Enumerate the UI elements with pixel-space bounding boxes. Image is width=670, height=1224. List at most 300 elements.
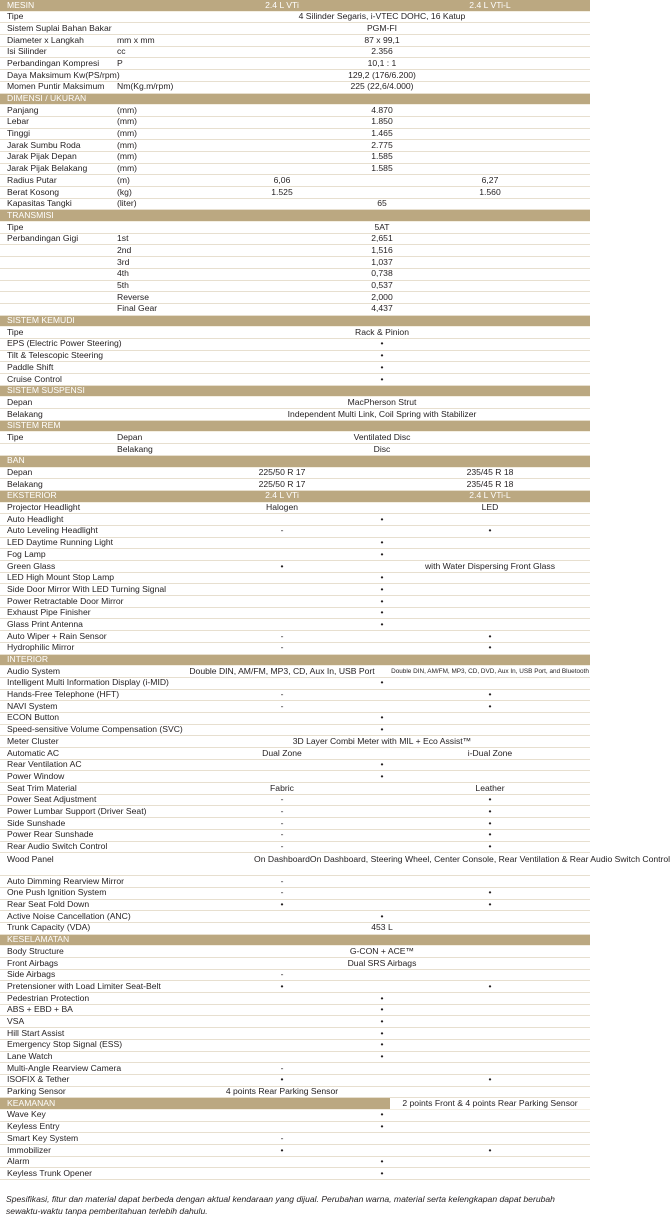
spec-label: Tipe bbox=[7, 221, 24, 232]
spec-row bbox=[0, 269, 590, 281]
spec-unit bbox=[110, 690, 174, 701]
spec-label: Berat Kosong bbox=[7, 186, 60, 197]
spec-row bbox=[0, 105, 590, 117]
spec-label: Tipe bbox=[7, 326, 24, 337]
spec-unit bbox=[110, 1005, 174, 1016]
spec-value-vti-l: • bbox=[488, 700, 492, 711]
spec-unit bbox=[110, 222, 174, 233]
spec-label: Hands-Free Telephone (HFT) bbox=[7, 689, 120, 700]
spec-unit bbox=[110, 23, 174, 34]
section-header bbox=[0, 1098, 590, 1110]
spec-label: Trunk Capacity (VDA) bbox=[7, 922, 91, 933]
spec-row bbox=[0, 362, 590, 374]
spec-unit bbox=[110, 1110, 174, 1121]
spec-label: Paddle Shift bbox=[7, 361, 54, 372]
spec-value-shared: • bbox=[380, 350, 384, 361]
gear-label: 5th bbox=[117, 280, 129, 290]
spec-unit bbox=[110, 1016, 174, 1027]
spec-value-shared: 4.870 bbox=[371, 104, 393, 115]
spec-unit bbox=[110, 946, 174, 957]
spec-row bbox=[0, 736, 590, 748]
spec-label: Auto Wiper + Rain Sensor bbox=[7, 630, 107, 641]
spec-value-vti-l: 6,27 bbox=[481, 174, 499, 185]
spec-label: Immobilizer bbox=[7, 1144, 51, 1155]
spec-label: Parking Sensor bbox=[7, 1086, 66, 1097]
spec-label: LED Daytime Running Light bbox=[7, 537, 114, 548]
spec-label: Power Window bbox=[7, 770, 65, 781]
spec-row bbox=[0, 58, 590, 70]
section-header bbox=[0, 655, 590, 667]
spec-value-shared: • bbox=[380, 338, 384, 349]
spec-value-vti-l: • bbox=[488, 794, 492, 805]
spec-row bbox=[0, 199, 590, 211]
spec-value-shared: • bbox=[380, 1051, 384, 1061]
gear-label: Final Gear bbox=[117, 303, 158, 314]
spec-unit bbox=[110, 619, 174, 630]
spec-unit bbox=[110, 842, 174, 853]
spec-row bbox=[0, 82, 590, 94]
spec-row bbox=[0, 666, 590, 678]
spec-value-vti-l: • bbox=[488, 630, 492, 641]
spec-label: ABS + EBD + BA bbox=[7, 1004, 73, 1015]
spec-value-shared: • bbox=[380, 1156, 384, 1167]
spec-value-vti: - bbox=[280, 805, 284, 816]
spec-row bbox=[0, 164, 590, 176]
spec-value-vti: Fabric bbox=[270, 782, 294, 793]
spec-value-shared: • bbox=[380, 677, 384, 688]
variant-header-vti: 2.4 L VTi bbox=[265, 0, 299, 10]
spec-row bbox=[0, 12, 590, 24]
spec-label: Active Noise Cancellation (ANC) bbox=[7, 910, 131, 921]
spec-label bbox=[0, 257, 110, 268]
spec-unit bbox=[110, 503, 174, 514]
spec-value-vti: - bbox=[280, 794, 284, 805]
spec-unit bbox=[110, 584, 174, 595]
spec-value-vti-l: LED bbox=[481, 502, 499, 513]
spec-value-shared: Rack & Pinion bbox=[355, 326, 409, 337]
spec-value-vti-l: • bbox=[488, 817, 492, 828]
spec-value-vti: - bbox=[280, 689, 284, 700]
spec-row bbox=[0, 1157, 590, 1169]
spec-row bbox=[0, 584, 590, 596]
spec-row bbox=[0, 643, 590, 655]
spec-label: Panjang bbox=[7, 104, 39, 115]
spec-unit bbox=[110, 608, 174, 619]
spec-row bbox=[0, 1016, 590, 1028]
spec-row bbox=[0, 678, 590, 690]
spec-value-vti-l: 235/45 R 18 bbox=[466, 467, 514, 477]
spec-row bbox=[0, 70, 590, 82]
spec-unit bbox=[110, 1063, 174, 1074]
spec-unit bbox=[110, 1122, 174, 1133]
spec-row bbox=[0, 175, 590, 187]
spec-row bbox=[0, 432, 590, 444]
spec-unit bbox=[110, 678, 174, 689]
spec-unit bbox=[110, 1145, 174, 1156]
spec-label: Momen Puntir Maksimum bbox=[7, 81, 105, 92]
spec-row bbox=[0, 1133, 590, 1145]
spec-unit bbox=[110, 397, 174, 408]
spec-unit bbox=[110, 526, 174, 537]
spec-unit bbox=[110, 771, 174, 782]
spec-value-vti-l: Double DIN, AM/FM, MP3, CD, DVD, Aux In, USB Port, and Bluetooth bbox=[391, 667, 589, 675]
spec-unit bbox=[110, 783, 174, 794]
spec-value-vti-l: • bbox=[488, 805, 492, 816]
spec-value-shared: 1.585 bbox=[371, 151, 393, 162]
spec-value-shared: • bbox=[380, 1015, 384, 1026]
spec-unit bbox=[110, 911, 174, 922]
spec-row bbox=[0, 339, 590, 351]
spec-row bbox=[0, 958, 590, 970]
spec-label bbox=[0, 281, 110, 292]
section-title: INTERIOR bbox=[7, 654, 49, 664]
spec-row bbox=[0, 993, 590, 1005]
spec-value-vti: On Dashboard bbox=[254, 854, 310, 865]
variant-header-vti-l: 2.4 L VTi-L bbox=[469, 490, 511, 501]
spec-row bbox=[0, 1087, 590, 1099]
spec-label: Kapasitas Tangki bbox=[7, 198, 72, 209]
spec-value-shared: MacPherson Strut bbox=[347, 396, 417, 407]
spec-value-vti-l: with Water Dispersing Front Glass bbox=[424, 560, 556, 571]
spec-label: Belakang bbox=[7, 408, 43, 419]
spec-unit bbox=[110, 958, 174, 969]
spec-row bbox=[0, 304, 590, 316]
spec-unit bbox=[110, 1157, 174, 1168]
variant-header-vti: 2.4 L VTi bbox=[265, 490, 299, 501]
spec-unit bbox=[110, 549, 174, 560]
spec-value-vti: Halogen bbox=[265, 502, 298, 513]
spec-value-vti: - bbox=[280, 969, 284, 980]
spec-label: Seat Trim Material bbox=[7, 782, 77, 793]
spec-unit: P bbox=[117, 57, 123, 68]
spec-label: Pedestrian Protection bbox=[7, 992, 90, 1003]
spec-value-vti: 225/50 R 17 bbox=[258, 467, 306, 477]
spec-unit: (mm) bbox=[117, 163, 138, 174]
spec-label: Depan bbox=[7, 467, 33, 477]
spec-label: Speed-sensitive Volume Compensation (SVC) bbox=[7, 724, 183, 735]
spec-label: Power Seat Adjustment bbox=[7, 794, 97, 805]
spec-unit bbox=[110, 514, 174, 525]
spec-unit bbox=[110, 1052, 174, 1063]
spec-unit: Belakang bbox=[117, 443, 153, 454]
spec-unit bbox=[110, 1087, 174, 1098]
spec-label: Audio System bbox=[7, 665, 61, 676]
section-title: KEAMANAN bbox=[7, 1097, 56, 1108]
spec-value-vti-l bbox=[390, 1133, 590, 1144]
spec-unit bbox=[110, 339, 174, 350]
spec-label: Lane Watch bbox=[7, 1051, 53, 1061]
spec-unit bbox=[110, 900, 174, 911]
spec-label: Automatic AC bbox=[7, 747, 60, 758]
spec-label: Power Retractable Door Mirror bbox=[7, 595, 124, 606]
spec-label: Tinggi bbox=[7, 128, 31, 139]
spec-value-vti: • bbox=[280, 1074, 284, 1085]
spec-value-vti: Double DIN, AM/FM, MP3, CD, Aux In, USB Port bbox=[189, 665, 375, 676]
spec-label: Hydrophilic Mirror bbox=[7, 642, 75, 653]
spec-unit bbox=[110, 573, 174, 584]
spec-label: Multi-Angle Rearview Camera bbox=[7, 1062, 122, 1073]
spec-label: Meter Cluster bbox=[7, 735, 59, 746]
spec-value-shared: • bbox=[380, 1004, 384, 1015]
spec-row bbox=[0, 608, 590, 620]
spec-label bbox=[0, 304, 110, 315]
spec-unit bbox=[110, 853, 174, 875]
spec-unit: (mm) bbox=[117, 151, 138, 162]
spec-value-shared: 2,000 bbox=[371, 291, 393, 302]
spec-value-shared: 1.585 bbox=[371, 163, 393, 174]
spec-row bbox=[0, 1052, 590, 1064]
spec-value-shared: • bbox=[380, 373, 384, 384]
spec-row bbox=[0, 573, 590, 585]
spec-value-vti-l: • bbox=[488, 829, 492, 840]
spec-label: Jarak Sumbu Roda bbox=[7, 139, 81, 150]
spec-row bbox=[0, 292, 590, 304]
spec-unit: (mm) bbox=[117, 139, 138, 150]
spec-unit bbox=[110, 374, 174, 385]
spec-value-shared: 1,516 bbox=[371, 244, 393, 255]
spec-unit: (kg) bbox=[117, 186, 132, 197]
spec-value-vti-l: • bbox=[488, 642, 492, 653]
section-title: BAN bbox=[7, 455, 25, 466]
spec-label: Isi Silinder bbox=[7, 46, 47, 57]
spec-label: Front Airbags bbox=[7, 957, 59, 968]
spec-value-shared: • bbox=[380, 910, 384, 921]
spec-value-vti: - bbox=[280, 817, 284, 828]
gear-label: 4th bbox=[117, 268, 129, 279]
section-title: SISTEM REM bbox=[7, 420, 61, 431]
section-header bbox=[0, 316, 590, 328]
spec-label: Side Airbags bbox=[7, 969, 56, 980]
spec-value-shared: • bbox=[380, 607, 384, 618]
spec-value-vti-l: • bbox=[488, 1144, 492, 1155]
spec-value-shared: 0,738 bbox=[371, 268, 393, 279]
spec-unit: (mm) bbox=[117, 104, 138, 115]
section-header bbox=[0, 94, 590, 106]
spec-unit bbox=[110, 713, 174, 724]
spec-unit: mm x mm bbox=[117, 34, 155, 45]
spec-value-shared: 4 Silinder Segaris, i-VTEC DOHC, 16 Katup bbox=[298, 11, 466, 22]
spec-row bbox=[0, 1005, 590, 1017]
spec-unit bbox=[110, 795, 174, 806]
spec-unit bbox=[110, 1168, 174, 1179]
spec-value-shared: • bbox=[380, 1167, 384, 1178]
spec-label: EPS (Electric Power Steering) bbox=[7, 338, 122, 349]
spec-label: Side Door Mirror With LED Turning Signal bbox=[7, 583, 167, 594]
spec-row bbox=[0, 970, 590, 982]
spec-value-shared: • bbox=[380, 1027, 384, 1038]
spec-label: Smart Key System bbox=[7, 1132, 79, 1143]
section-header bbox=[0, 491, 590, 503]
spec-value-shared: 2,651 bbox=[371, 233, 393, 244]
spec-unit bbox=[110, 1075, 174, 1086]
spec-unit bbox=[110, 876, 174, 887]
spec-row bbox=[0, 234, 590, 246]
spec-value-shared: • bbox=[380, 712, 384, 723]
spec-label: Jarak Pijak Depan bbox=[7, 151, 77, 162]
spec-value-shared: 4,437 bbox=[371, 303, 393, 314]
spec-unit bbox=[110, 327, 174, 338]
spec-unit bbox=[110, 993, 174, 1004]
spec-row bbox=[0, 806, 590, 818]
spec-value-vti: 4 points Rear Parking Sensor bbox=[225, 1086, 339, 1097]
spec-value-shared: 2.775 bbox=[371, 139, 393, 150]
spec-row bbox=[0, 760, 590, 772]
spec-unit bbox=[110, 351, 174, 362]
spec-row bbox=[0, 946, 590, 958]
spec-row bbox=[0, 47, 590, 59]
spec-label bbox=[0, 292, 110, 303]
spec-label: Perbandingan Gigi bbox=[7, 233, 79, 244]
spec-value-shared: • bbox=[380, 1121, 384, 1132]
spec-value-shared: • bbox=[380, 992, 384, 1003]
spec-unit bbox=[110, 596, 174, 607]
spec-label: Green Glass bbox=[7, 560, 56, 571]
spec-label: Rear Seat Fold Down bbox=[7, 899, 90, 910]
spec-value-shared: 2.356 bbox=[371, 46, 393, 57]
spec-label: Radius Putar bbox=[7, 174, 57, 185]
spec-row bbox=[0, 245, 590, 257]
spec-value-shared: • bbox=[380, 537, 384, 548]
spec-label: Fog Lamp bbox=[7, 548, 46, 559]
spec-row bbox=[0, 713, 590, 725]
spec-label: Rear Ventilation AC bbox=[7, 759, 82, 770]
spec-value-shared: • bbox=[380, 513, 384, 524]
section-title: SISTEM SUSPENSI bbox=[7, 385, 85, 396]
section-header bbox=[0, 0, 590, 12]
spec-label: LED High Mount Stop Lamp bbox=[7, 572, 115, 583]
spec-label: Alarm bbox=[7, 1156, 30, 1167]
spec-label: Wood Panel bbox=[7, 854, 54, 865]
spec-value-vti: Dual Zone bbox=[262, 747, 302, 758]
spec-value-vti: 1.525 bbox=[271, 186, 293, 197]
spec-unit bbox=[110, 631, 174, 642]
spec-label bbox=[0, 444, 110, 455]
spec-value-shared: G-CON + ACE™ bbox=[349, 945, 415, 956]
spec-value-vti-l bbox=[390, 970, 590, 981]
spec-value-shared: 129,2 (176/6.200) bbox=[348, 69, 416, 80]
spec-unit bbox=[110, 830, 174, 841]
spec-unit bbox=[110, 479, 174, 490]
spec-value-shared: 65 bbox=[377, 198, 387, 209]
spec-row bbox=[0, 409, 590, 421]
spec-label: Power Rear Sunshade bbox=[7, 829, 94, 840]
spec-value-shared: 453 L bbox=[371, 922, 393, 933]
spec-label: Sistem Suplai Bahan Bakar bbox=[7, 22, 112, 33]
spec-value-vti: - bbox=[280, 1132, 284, 1143]
gear-label: Reverse bbox=[117, 291, 149, 302]
spec-value-shared: • bbox=[380, 770, 384, 781]
spec-row bbox=[0, 619, 590, 631]
spec-value-vti-l: • bbox=[488, 689, 492, 700]
spec-unit: cc bbox=[117, 46, 126, 57]
spec-row bbox=[0, 514, 590, 526]
spec-value-shared: 0,537 bbox=[371, 280, 393, 290]
spec-row bbox=[0, 140, 590, 152]
spec-unit bbox=[110, 970, 174, 981]
gear-label: 3rd bbox=[117, 256, 130, 267]
variant-header-vti-l: 2.4 L VTi-L bbox=[469, 0, 511, 10]
spec-value-shared: 1.465 bbox=[371, 128, 393, 139]
spec-label: Glass Print Antenna bbox=[7, 618, 83, 629]
spec-row bbox=[0, 351, 590, 363]
spec-value-shared: 87 x 99,1 bbox=[364, 34, 400, 45]
spec-label bbox=[0, 269, 110, 280]
spec-row bbox=[0, 853, 670, 876]
spec-value-vti: • bbox=[280, 899, 284, 910]
spec-label: ISOFIX & Tether bbox=[7, 1074, 70, 1085]
spec-value-vti: - bbox=[280, 887, 284, 898]
spec-value-shared: 1.850 bbox=[371, 116, 393, 127]
spec-row bbox=[0, 281, 590, 293]
spec-label: Tilt & Telescopic Steering bbox=[7, 350, 104, 361]
spec-value-shared: • bbox=[380, 618, 384, 629]
spec-unit bbox=[110, 981, 174, 992]
spec-unit: (liter) bbox=[117, 198, 137, 209]
spec-row bbox=[0, 771, 590, 783]
section-title: KESELAMATAN bbox=[7, 934, 70, 945]
spec-label: Perbandingan Kompresi bbox=[7, 57, 100, 68]
spec-value-vti: - bbox=[280, 829, 284, 840]
spec-value-shared: • bbox=[380, 583, 384, 594]
spec-value-vti-l: Leather bbox=[475, 782, 505, 793]
spec-label: Keyless Entry bbox=[7, 1121, 60, 1132]
spec-row bbox=[0, 818, 590, 830]
spec-unit bbox=[110, 12, 174, 23]
spec-label: Cruise Control bbox=[7, 373, 62, 384]
spec-unit bbox=[110, 736, 174, 747]
spec-unit bbox=[110, 818, 174, 829]
spec-value-vti: - bbox=[280, 630, 284, 641]
spec-value-shared: • bbox=[380, 548, 384, 559]
spec-unit bbox=[110, 666, 174, 677]
spec-row bbox=[0, 129, 590, 141]
spec-value-vti: • bbox=[280, 560, 284, 571]
spec-label: Rear Audio Switch Control bbox=[7, 841, 108, 851]
spec-value-shared: 5AT bbox=[374, 221, 390, 232]
spec-row bbox=[0, 1145, 590, 1157]
spec-row bbox=[0, 35, 590, 47]
spec-row bbox=[0, 1168, 590, 1180]
spec-unit bbox=[110, 1133, 174, 1144]
spec-label: Belakang bbox=[7, 478, 43, 489]
spec-value-shared: Independent Multi Link, Coil Spring with Stabilizer bbox=[287, 408, 477, 419]
spec-value-vti-l: • bbox=[488, 899, 492, 910]
spec-unit: (mm) bbox=[117, 128, 138, 139]
spec-value-shared: • bbox=[380, 1039, 384, 1050]
spec-label: Exhaust Pipe Finisher bbox=[7, 607, 91, 618]
spec-value-vti-l: i-Dual Zone bbox=[467, 747, 513, 758]
spec-value-shared: • bbox=[380, 759, 384, 770]
spec-value-shared: 1,037 bbox=[371, 256, 393, 267]
section-header bbox=[0, 210, 590, 222]
section-value: 2 points Front & 4 points Rear Parking Sensor bbox=[390, 1098, 590, 1109]
spec-value-vti-l: • bbox=[488, 1074, 492, 1085]
section-header bbox=[0, 935, 590, 947]
spec-row bbox=[0, 152, 590, 164]
spec-unit bbox=[110, 643, 174, 654]
spec-label: Power Lumbar Support (Driver Seat) bbox=[7, 805, 147, 816]
spec-row bbox=[0, 701, 590, 713]
spec-row bbox=[0, 1110, 590, 1122]
spec-label: Projector Headlight bbox=[7, 502, 81, 513]
spec-row bbox=[0, 187, 590, 199]
spec-row bbox=[0, 911, 590, 923]
spec-value-vti: - bbox=[280, 642, 284, 653]
spec-row bbox=[0, 830, 590, 842]
spec-row bbox=[0, 725, 590, 737]
spec-value-vti-l bbox=[390, 876, 590, 887]
spec-label: Tipe bbox=[7, 431, 24, 442]
